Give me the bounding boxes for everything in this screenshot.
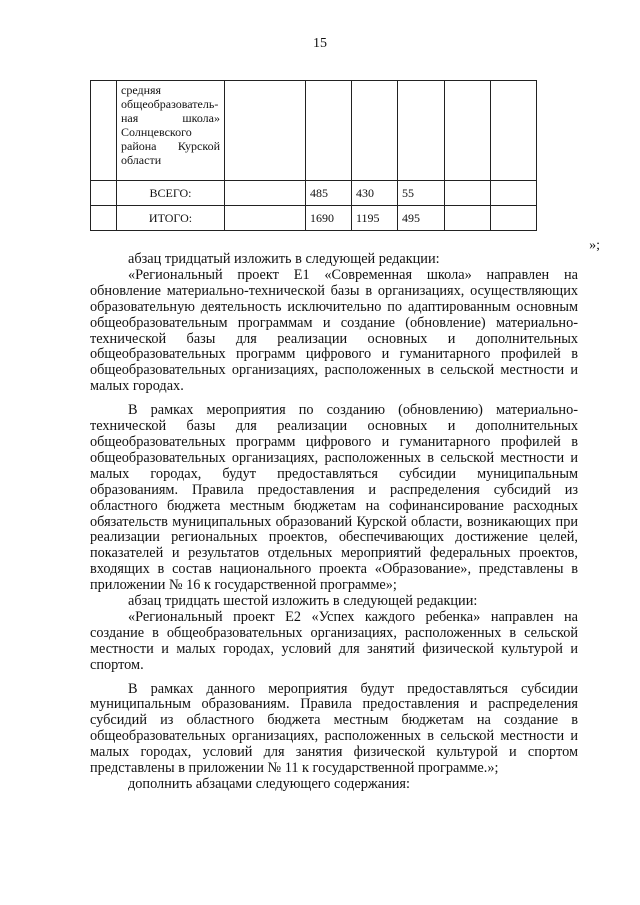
table-cell bbox=[225, 206, 306, 231]
table-cell bbox=[445, 206, 491, 231]
school-name-line: общеобразователь- bbox=[121, 97, 219, 111]
total-value: 485 bbox=[306, 181, 352, 206]
document-body bbox=[90, 252, 578, 793]
total-label: ВСЕГО: bbox=[117, 181, 225, 206]
paragraph: абзац тридцать шестой изложить в следующей редакции: bbox=[128, 593, 478, 610]
table-cell bbox=[352, 81, 398, 181]
table-cell bbox=[445, 81, 491, 181]
table-cell bbox=[225, 81, 306, 181]
table-cell bbox=[491, 81, 537, 181]
table-row bbox=[91, 81, 537, 181]
closing-quote-mark: »; bbox=[589, 238, 600, 253]
data-table bbox=[90, 80, 537, 231]
paragraph: «Региональный проект Е2 «Успех каждого ребенка» направлен на создание в общеобразовательных организациях, расположенных в сельской местности и малых городах, условий для занятий физической культурой и спортом. bbox=[90, 608, 578, 673]
school-name-line: ная школа» bbox=[121, 111, 220, 125]
grand-total-value: 495 bbox=[398, 206, 445, 231]
grand-total-label: ИТОГО: bbox=[117, 206, 225, 231]
table-cell bbox=[91, 206, 117, 231]
table-cell bbox=[491, 206, 537, 231]
grand-total-value: 1195 bbox=[352, 206, 398, 231]
table-cell bbox=[398, 81, 445, 181]
school-name-cell bbox=[117, 81, 225, 181]
grand-total-value: 1690 bbox=[306, 206, 352, 231]
paragraph: дополнить абзацами следующего содержания: bbox=[128, 776, 410, 792]
school-name-line: района Курской bbox=[121, 139, 220, 153]
paragraph: В рамках данного мероприятия будут предоставляться субсидии муниципальным образованиям. Правила предоставления и распределения субсидий из областного бюджета местным бюджетам на создание в общеобразовательных организациях, расположенных в сельской местности и малых городах, условий для занятия физической культурой и спортом представлены в приложении № 11 к государственной программе.»; bbox=[90, 680, 578, 777]
table-cell bbox=[225, 181, 306, 206]
table-cell bbox=[445, 181, 491, 206]
total-value: 430 bbox=[352, 181, 398, 206]
total-value: 55 bbox=[398, 181, 445, 206]
page-number: 15 bbox=[313, 36, 327, 51]
paragraph: абзац тридцатый изложить в следующей редакции: bbox=[128, 251, 440, 267]
paragraph: В рамках мероприятия по созданию (обновлению) материально-технической базы для реализации основных и дополнительных общеобразовательных программ цифрового и гуманитарного профилей в общеобразовательных организациях, расположенных в сельской местности и малых городах, будут предоставляться субсидии муниципальным образованиям. Правила предоставления и распределения субсидий из областного бюджета местным бюджетам на софинансирование расходных обязательств муниципальных образований Курской области, возникающих при реализации региональных проектов, обеспечивающих достижение целей, показателей и результатов отдельных мероприятий федеральных проектов, входящих в состав национального проекта «Образование», представлены в приложении № 16 к государственной программе»; bbox=[90, 402, 578, 594]
table-cell bbox=[91, 181, 117, 206]
table-cell bbox=[491, 181, 537, 206]
grand-total-row bbox=[91, 206, 537, 231]
table-cell bbox=[306, 81, 352, 181]
school-name-line: области bbox=[121, 153, 162, 167]
table-cell bbox=[91, 81, 117, 181]
paragraph: «Региональный проект Е1 «Современная школа» направлен на обновление материально-технической базы в организациях, осуществляющих образовательную деятельность исключительно по адаптированным основным общеобразовательным программам и создание (обновление) материально-технической базы для реализации основных и дополнительных общеобразовательных программ цифрового и гуманитарного профилей в общеобразовательных организациях, расположенных в сельской местности и малых городах. bbox=[90, 266, 578, 395]
total-row bbox=[91, 181, 537, 206]
school-name-line: средняя bbox=[121, 83, 162, 97]
school-name-line: Солнцевского bbox=[121, 125, 192, 139]
